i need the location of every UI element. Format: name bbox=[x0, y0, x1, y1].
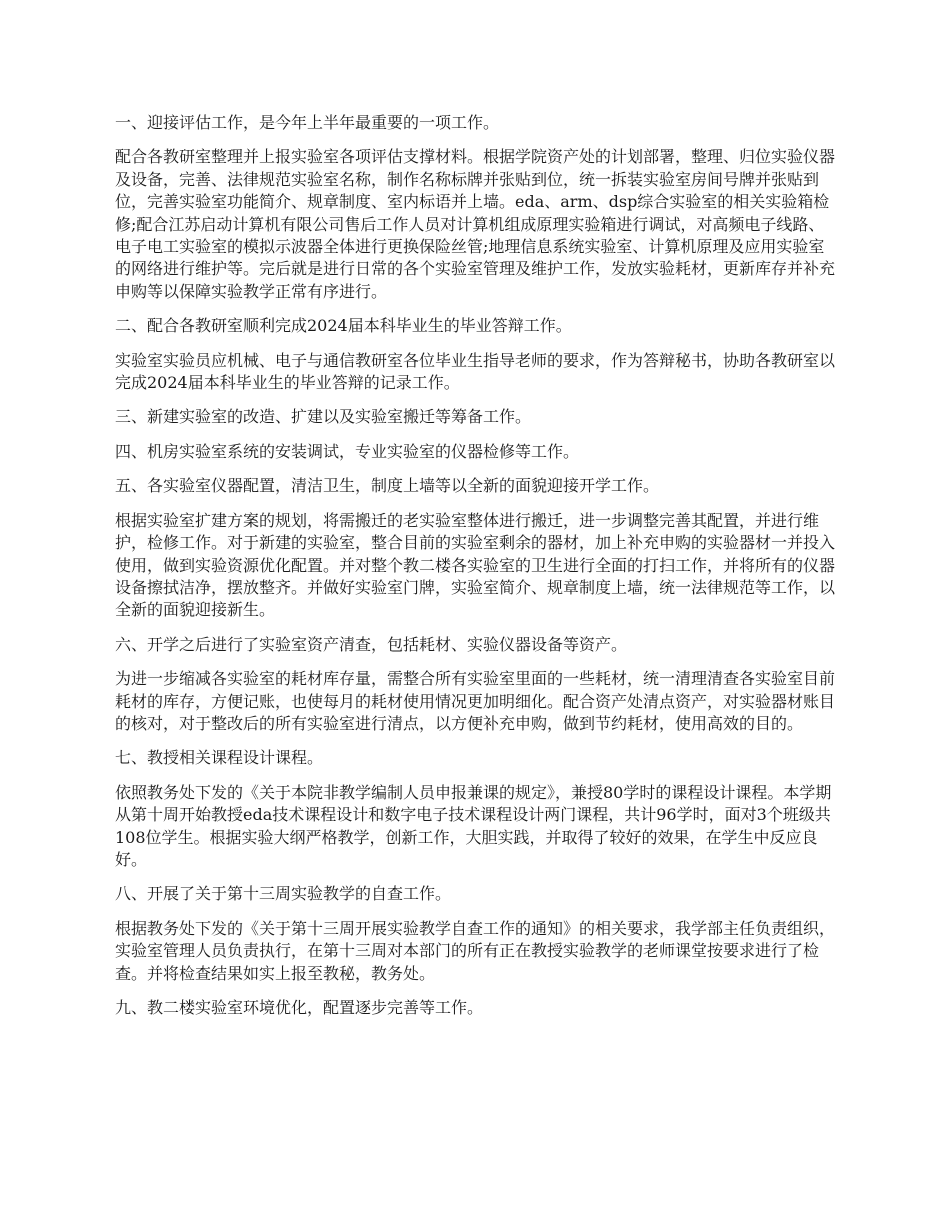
section-heading-5: 五、各实验室仪器配置，清洁卫生，制度上墙等以全新的面貌迎接开学工作。 bbox=[115, 476, 660, 496]
section-heading-7: 七、教授相关课程设计课程。 bbox=[115, 748, 324, 768]
section-heading-6: 六、开学之后进行了实验室资产清查，包括耗材、实验仪器设备等资产。 bbox=[115, 634, 628, 654]
section-heading-4: 四、机房实验室系统的安装调试，专业实验室的仪器检修等工作。 bbox=[115, 441, 580, 461]
paragraph-1: 配合各教研室整理并上报实验室各项评估支撑材料。根据学院资产处的计划部署，整理、归位实验仪器及设备，完善、法律规范实验室名称，制作名称标牌并张贴到位，统一拆装实验室房间号牌并张贴到位，完善实验室功能简介、规章制度、室内标语并上墙。eda、arm、dsp综合实验室的相关实验箱检修;配合江苏启动计算机有限公司售后工作人员对计算机组成原理实验箱进行调试，对高频电子线路、电子电工实验室的模拟示波器全体进行更换保险丝管;地理信息系统实验室、计算机原理及应用实验室的网络进行维护等。完后就是进行日常的各个实验室管理及维护工作，发放实验耗材，更新库存并补充申购等以保障实验教学正常有序进行。 bbox=[115, 147, 836, 301]
section-heading-8: 八、开展了关于第十三周实验教学的自查工作。 bbox=[115, 884, 452, 904]
paragraph-7: 依照教务处下发的《关于本院非教学编制人员申报兼课的规定》，兼授80学时的课程设计课程。本学期从第十周开始教授eda技术课程设计和数字电子技术课程设计两门课程，共计96学时，面对3个班级共108位学生。根据实验大纲严格教学，创新工作，大胆实践，并取得了较好的效果，在学生中反应良好。 bbox=[115, 782, 832, 869]
document-body bbox=[115, 112, 840, 1031]
section-heading-3: 三、新建实验室的改造、扩建以及实验室搬迁等筹备工作。 bbox=[115, 407, 532, 427]
section-heading-9: 九、教二楼实验室环境优化，配置逐步完善等工作。 bbox=[115, 998, 484, 1017]
paragraph-5: 根据实验室扩建方案的规划，将需搬迁的老实验室整体进行搬迁，进一步调整完善其配置，并进行维护，检修工作。对于新建的实验室，整合目前的实验室剩余的器材，加上补充申购的实验器材一并投入使用，做到实验资源优化配置。并对整个教二楼各实验室的卫生进行全面的打扫工作，并将所有的仪器设备擦拭洁净，摆放整齐。并做好实验室门牌，实验室简介、规章制度上墙，统一法律规范等工作，以全新的面貌迎接新生。 bbox=[115, 510, 836, 620]
paragraph-2: 实验室实验员应机械、电子与通信教研室各位毕业生指导老师的要求，作为答辩秘书，协助各教研室以完成2024届本科毕业生的毕业答辩的记录工作。 bbox=[115, 350, 836, 393]
section-heading-2: 二、配合各教研室顺利完成2024届本科毕业生的毕业答辩工作。 bbox=[115, 316, 572, 336]
paragraph-6: 为进一步缩减各实验室的耗材库存量，需整合所有实验室里面的一些耗材，统一清理清查各实验室目前耗材的库存，方便记账，也使每月的耗材使用情况更加明细化。配合资产处清点资产，对实验器材账目的核对，对于整改后的所有实验室进行清点，以方便补充申购，做到节约耗材，使用高效的目的。 bbox=[115, 669, 836, 733]
paragraph-8: 根据教务处下发的《关于第十三周开展实验教学自查工作的通知》的相关要求，我学部主任负责组织，实验室管理人员负责执行，在第十三周对本部门的所有正在教授实验教学的老师课堂按要求进行了检查。并将检查结果如实上报至教秘，教务处。 bbox=[115, 918, 836, 983]
section-heading-1: 一、迎接评估工作，是今年上半年最重要的一项工作。 bbox=[115, 113, 500, 132]
